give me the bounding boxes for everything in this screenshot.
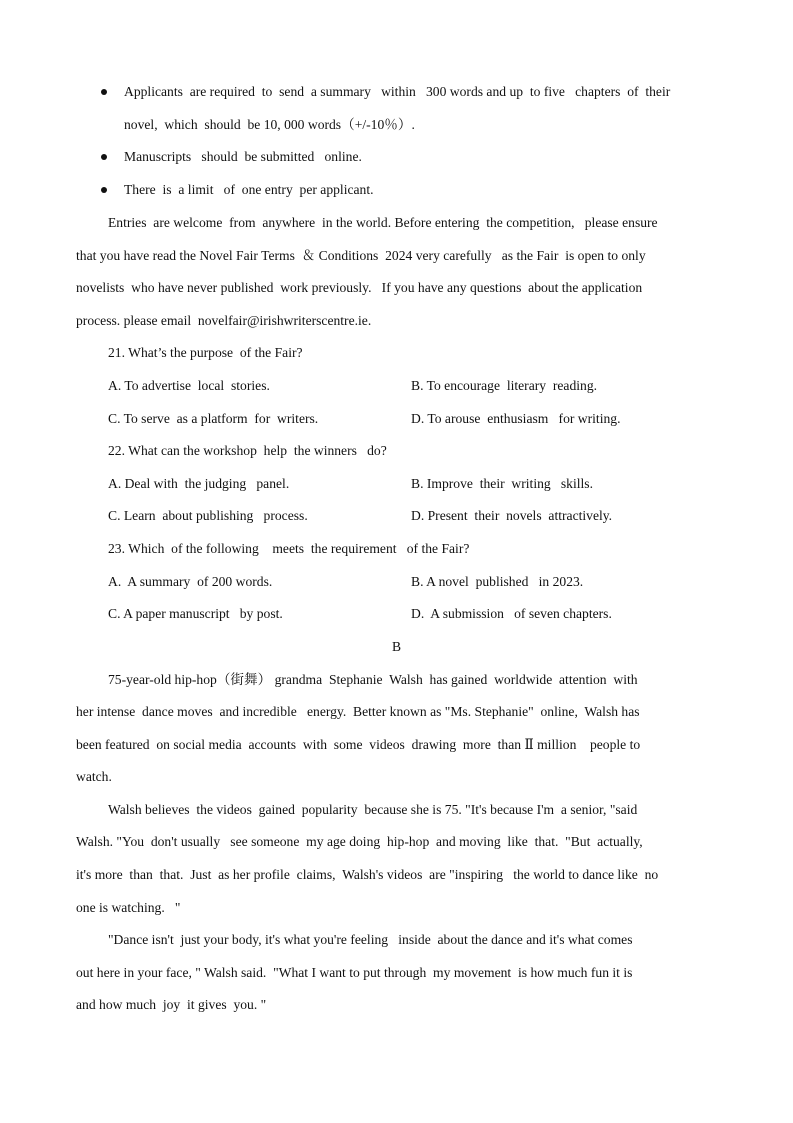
bullet-3-line-1: There is a limit of one entry per applicant. <box>124 182 374 197</box>
bullet-1-line-1: Applicants are required to send a summary within 300 words and up to five chapters of their <box>124 84 671 99</box>
passage-line: "Dance isn't just your body, it's what you're feeling inside about the dance and it's what comes <box>108 932 633 947</box>
passage-line: 75-year-old hip-hop（街舞） grandma Stephanie Walsh has gained worldwide attention with <box>108 672 638 687</box>
option-a: A. A summary of 200 words. <box>108 574 273 589</box>
passage-line: and how much joy it gives you. " <box>76 997 267 1012</box>
section-heading: B <box>391 639 402 654</box>
passage-line: been featured on social media accounts with some videos drawing more than Ⅱ million people to <box>76 737 641 752</box>
passage-line: Walsh believes the videos gained popularity because she is 75. "It's because I'm a senior, "said <box>108 802 638 817</box>
bullet-icon <box>101 89 107 95</box>
question-stem: 22. What can the workshop help the winners do? <box>108 443 387 458</box>
option-d: D. Present their novels attractively. <box>411 508 613 523</box>
question-stem: 23. Which of the following meets the requirement of the Fair? <box>108 541 470 556</box>
passage-line: one is watching. " <box>76 900 181 915</box>
option-b: B. To encourage literary reading. <box>411 378 598 393</box>
option-b: B. Improve their writing skills. <box>411 476 593 491</box>
passage-line: her intense dance moves and incredible energy. Better known as "Ms. Stephanie" online, Walsh has <box>76 704 640 719</box>
bullet-1-line-2: novel, which should be 10, 000 words（+/-10％）. <box>124 117 415 132</box>
passage-line: Walsh. "You don't usually see someone my age doing hip-hop and moving like that. "But actually, <box>76 834 643 849</box>
question-stem: 21. What’s the purpose of the Fair? <box>108 345 303 360</box>
passage-line: watch. <box>76 769 112 784</box>
option-c: C. A paper manuscript by post. <box>108 606 283 621</box>
paragraph-line: that you have read the Novel Fair Terms ＆ Conditions 2024 very carefully as the Fair is open to only <box>76 248 646 263</box>
option-c: C. To serve as a platform for writers. <box>108 411 319 426</box>
bullet-2-line-1: Manuscripts should be submitted online. <box>124 149 362 164</box>
passage-line: out here in your face, " Walsh said. "What I want to put through my movement is how much fun it is <box>76 965 633 980</box>
bullet-icon <box>101 187 107 193</box>
option-d: D. To arouse enthusiasm for writing. <box>411 411 621 426</box>
paragraph-line: process. please email novelfair@irishwriterscentre.ie. <box>76 313 372 328</box>
option-d: D. A submission of seven chapters. <box>411 606 612 621</box>
passage-line: it's more than that. Just as her profile claims, Walsh's videos are "inspiring the world to dance like no <box>76 867 659 882</box>
paragraph-line: Entries are welcome from anywhere in the world. Before entering the competition, please ensure <box>108 215 658 230</box>
option-a: A. Deal with the judging panel. <box>108 476 290 491</box>
option-c: C. Learn about publishing process. <box>108 508 308 523</box>
option-a: A. To advertise local stories. <box>108 378 270 393</box>
option-b: B. A novel published in 2023. <box>411 574 584 589</box>
paragraph-line: novelists who have never published work previously. If you have any questions about the application <box>76 280 643 295</box>
bullet-icon <box>101 154 107 160</box>
